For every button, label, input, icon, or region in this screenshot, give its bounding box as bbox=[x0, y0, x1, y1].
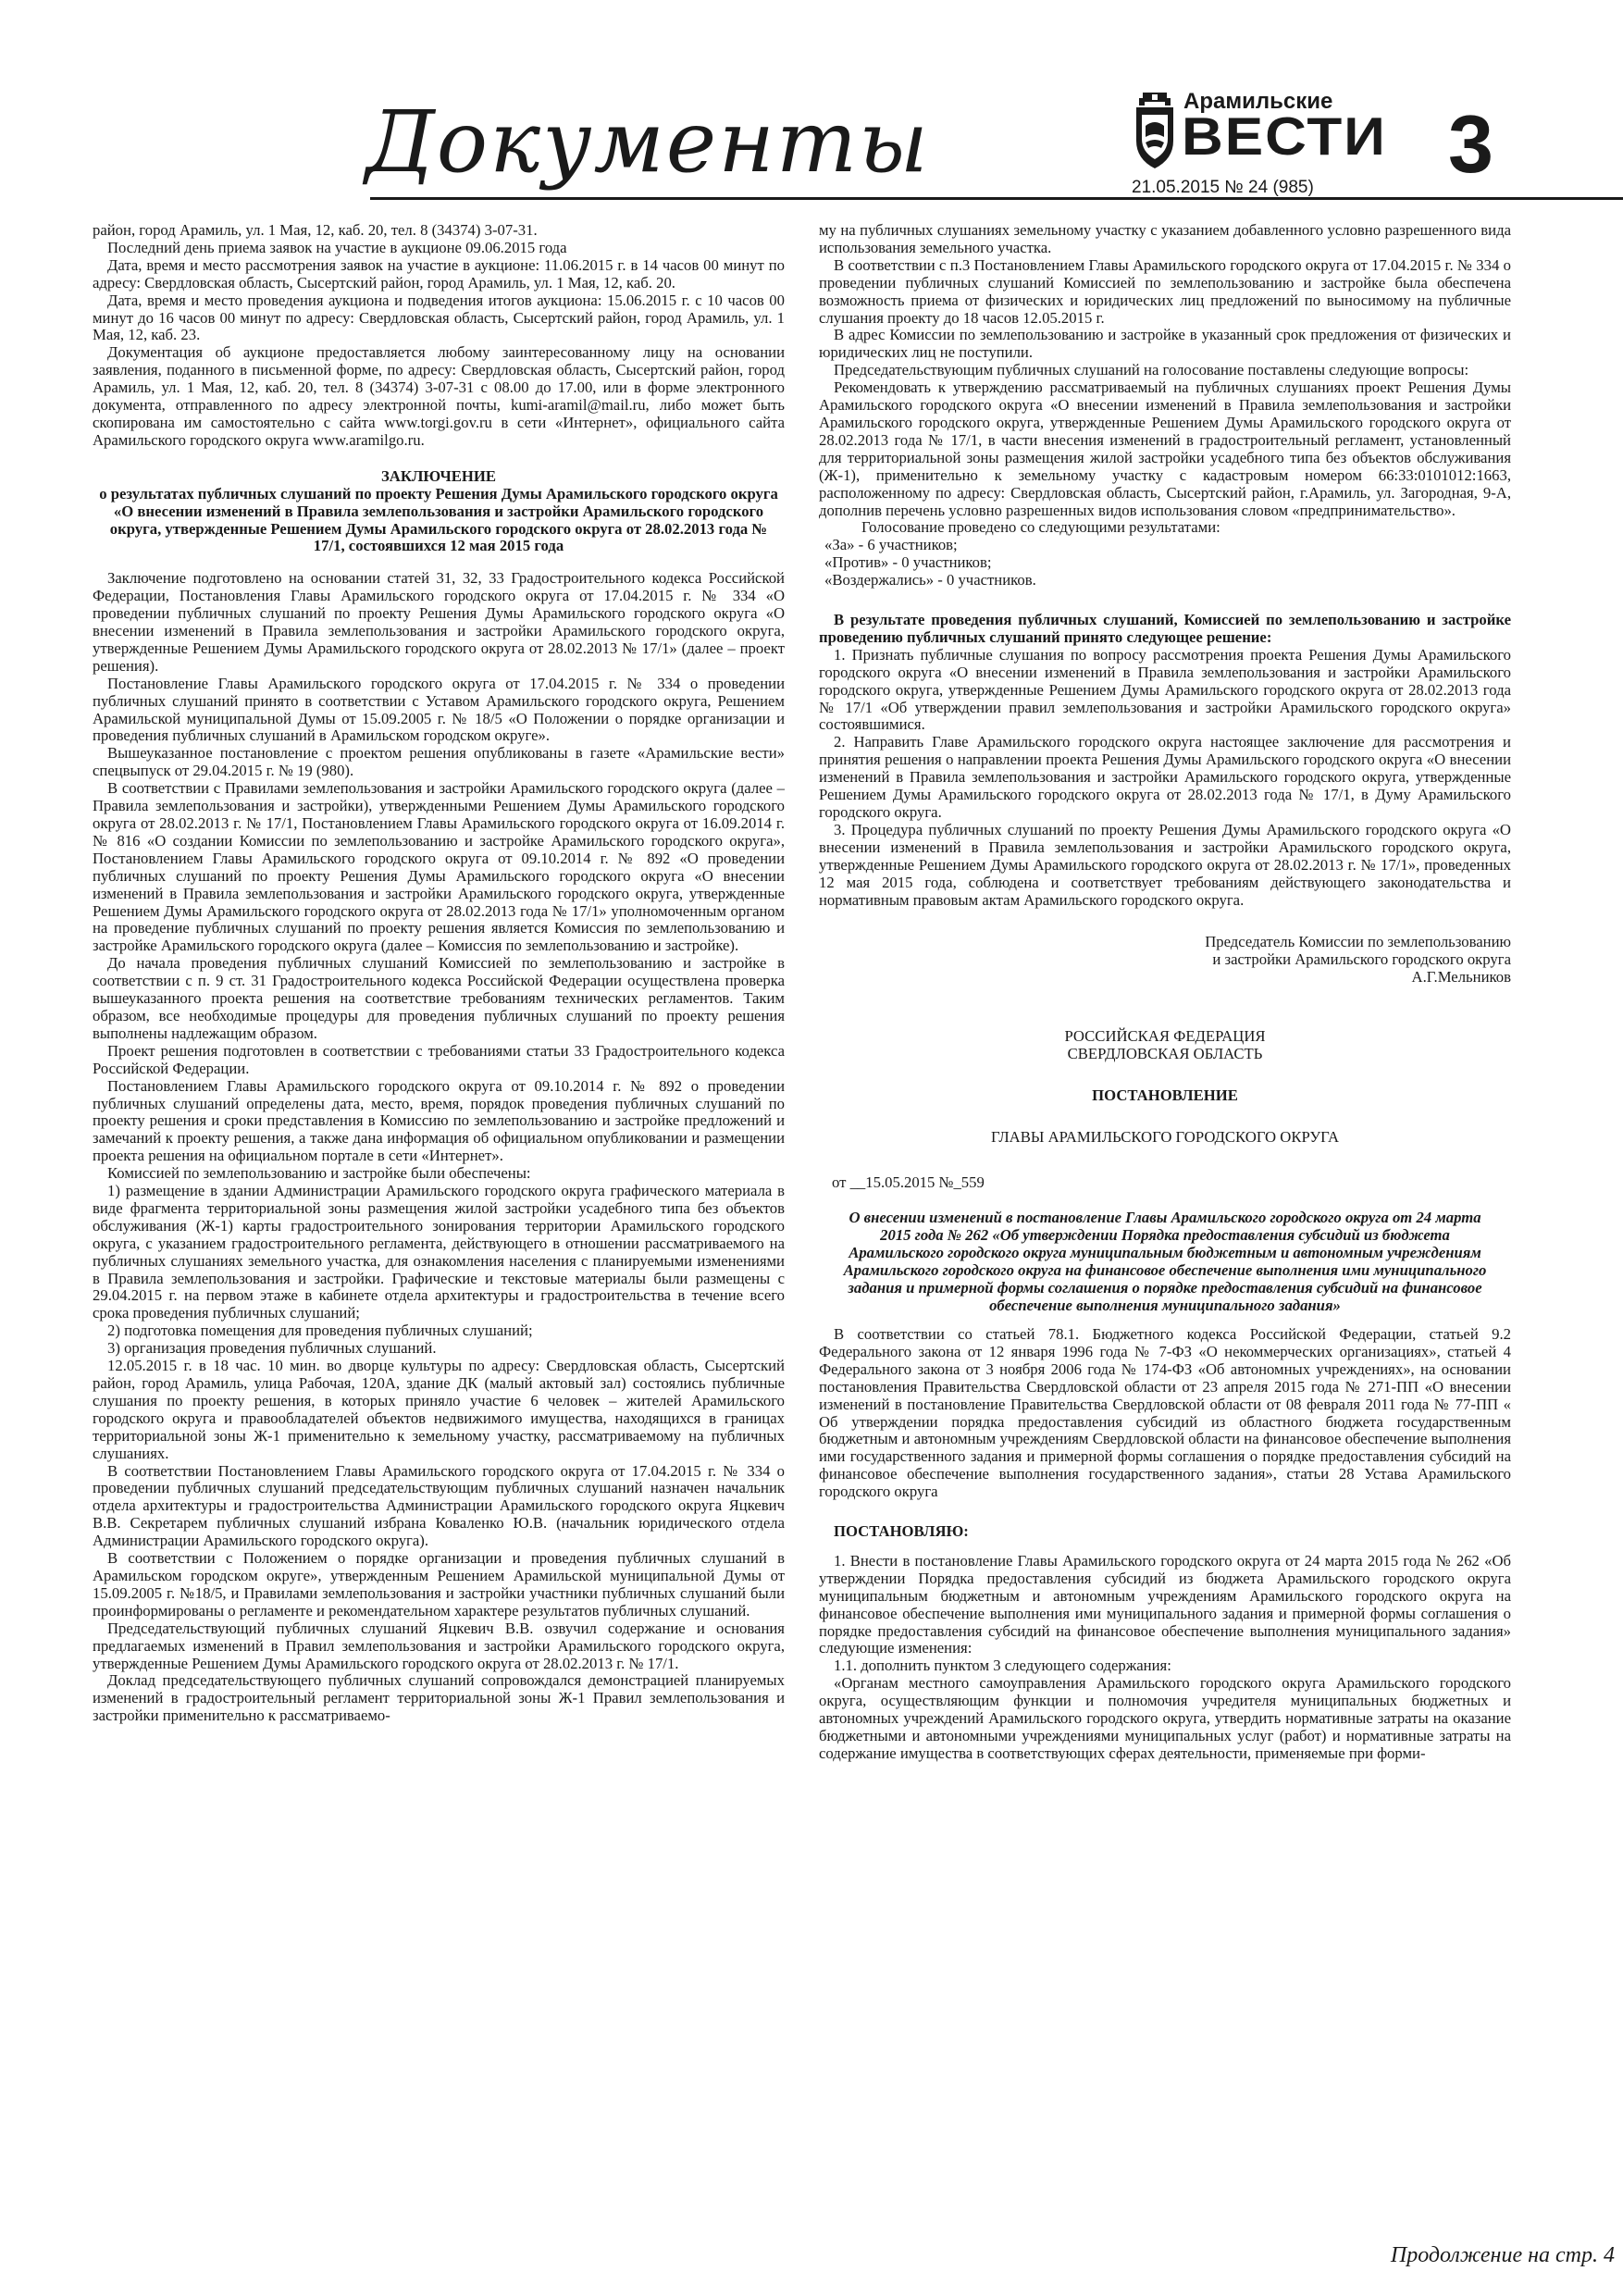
paragraph: В соответствии Постановлением Главы Арамильского городского округа от 17.04.2015 г. № 334 о проведении публичных слушаний председательствующим публичных слушаний назначен начальник отдела архитектуры и градостроительства Администрации Арамильского городского округа Яцкевич В.В. Секретарем публичных слушаний избрана Коваленко Ю.В. (начальник юридического отдела Администрации Арамильского городского округа). bbox=[93, 1461, 785, 1550]
decision-heading: В результате проведения публичных слушаний, Комиссией по землепользованию и застройке проведению публичных слушаний принято следующее решение: bbox=[819, 611, 1511, 646]
paragraph: Заключение подготовлено на основании статей 31, 32, 33 Градостроительного кодекса Российской Федерации, Постановления Главы Арамильского городского округа от 17.04.2015 г. № 334 «О проведении публичных слушаний по проекту Решения Думы Арамильского городского округа «О внесении изменений в Правила землепользования и застройки Арамильского городского округа, утвержденные Решением Думы Арамильского городского округа от 28.02.2013 № 17/1» (далее – проект решения). bbox=[93, 569, 785, 675]
signature-line: Председатель Комиссии по землепользованию bbox=[1205, 933, 1511, 951]
paragraph: 1.1. дополнить пунктом 3 следующего содержания: bbox=[834, 1657, 1171, 1675]
paragraph: В соответствии с Правилами землепользования и застройки Арамильского городского округа (далее – Правила землепользования и застройки), утвержденными Решением Думы Арамильского городского округа от 28.02.2013 г. № 17/1, Постановлением Главы Арамильского городского округа от 16.09.2014 г. № 816 «О создании Комиссии по землепользованию и застройке Арамильского городского округа», Постановлением Главы Арамильского городского округа от 09.10.2014 г. № 892 «О проведении публичных слушаний по проекту Решения Думы Арамильского городского округа «О внесении изменений в Правила землепользования и застройки Арамильского городского округа, утвержденные Решением Думы Арамильского городского округа от 28.02.2013 года № 17/1» уполномоченным органом на проведение публичных слушаний по проекту решения является Комиссия по землепользованию и застройке Арамильского городского округа (далее – Комиссия по землепользованию и застройке). bbox=[93, 779, 785, 955]
paragraph: Вышеуказанное постановление с проектом решения опубликованы в газете «Арамильские вести» спецвыпуск от 29.04.2015 г. № 19 (980). bbox=[93, 744, 785, 780]
list-item: 3) организация проведения публичных слушаний. bbox=[107, 1339, 437, 1358]
issuer-label: ГЛАВЫ АРАМИЛЬСКОГО ГОРОДСКОГО ОКРУГА bbox=[990, 1128, 1340, 1147]
paragraph: Доклад председательствующего публичных слушаний сопровождался демонстрацией планируемых изменений в градостроительный регламент территориальной зоны Ж-1 Правил землепользования и застройки применительно к рассматриваемо- bbox=[93, 1671, 785, 1725]
region-label: СВЕРДЛОВСКАЯ ОБЛАСТЬ bbox=[1067, 1045, 1263, 1063]
signature-name: А.Г.Мельников bbox=[1411, 968, 1511, 987]
paragraph: Дата, время и место проведения аукциона и подведения итогов аукциона: 15.06.2015 г. с 10 часов 00 минут до 16 часов 00 минут по адресу: Свердловская область, Сысертский район, город Арамиль, ул. 1 Мая, 12, каб. 23. bbox=[93, 291, 785, 344]
paragraph: Проект решения подготовлен в соответствии с требованиями статьи 33 Градостроительного кодекса Российской Федерации. bbox=[93, 1041, 785, 1077]
paragraph: В соответствии с Положением о порядке организации и проведения публичных слушаний в Арамильском городском округе», утвержденным Решением Арамильской муниципальной Думы от 15.09.2005 г. №18/5, и Правилами землепользования и застройки участники публичных слушаний были проинформированы о регламенте и рекомендательном характере результатов публичных слушаний. bbox=[93, 1549, 785, 1620]
logo-main-text: ВЕСТИ bbox=[1182, 107, 1387, 167]
paragraph: Документация об аукционе предоставляется любому заинтересованному лицу на основании заявления, поданного в письменной форме, по адресу: Свердловская область, Сысертский район, город Арамиль, ул. 1 Мая, 12, каб. 20, тел. 8 (34374) 3-07-31 с 08.00 до 17.00, или в форме электронного документа, отправленного по адресу электронной почты, kumi-aramil@mail.ru, либо может быть скопирована им самостоятельно с сайта www.torgi.gov.ru в сети «Интернет», официального сайта Арамильского городского округа www.aramilgo.ru. bbox=[93, 343, 785, 449]
document-caption: О внесении изменений в постановление Главы Арамильского городского округа от 24 марта 2015 года № 262 «Об утверждении Порядка предоставления субсидий из бюджета Арамильского городского округа муниципальным бюджетным и автономным учреждениям Арамильского городского округа на финансовое обеспечение выполнения ими муниципального задания и примерной формы соглашения о порядке предоставления субсидий на финансовое обеспечение выполнения муниципального задания» bbox=[843, 1208, 1487, 1314]
paragraph: Последний день приема заявок на участие в аукционе 09.06.2015 года bbox=[107, 238, 567, 256]
paragraph: До начала проведения публичных слушаний Комиссией по землепользованию и застройке в соответствии с п. 9 ст. 31 Градостроительного кодекса Российской Федерации осуществлена проверка вышеуказанного проекта решения на соответствие требованиям технических регламентов. Таким образом, все необходимые процедуры для проведения публичных слушаний по проекту решения выполнены надлежащим образом. bbox=[93, 954, 785, 1042]
paragraph: Постановлением Главы Арамильского городского округа от 09.10.2014 г. № 892 о проведении публичных слушаний определены дата, место, время, порядок проведения публичных слушаний по проекту решения и сроки представления в Комиссию по землепользованию и застройке предложений и замечаний к проекту решения, а также дана информация об официальном опубликовании и размещении проекта решения на официальном портале в сети «Интернет». bbox=[93, 1076, 785, 1165]
document-date: от __15.05.2015 №_559 bbox=[832, 1173, 985, 1192]
document-type: ПОСТАНОВЛЕНИЕ bbox=[1092, 1086, 1238, 1105]
country-label: РОССИЙСКАЯ ФЕДЕРАЦИЯ bbox=[1064, 1027, 1266, 1046]
signature-line: и застройки Арамильского городского округа bbox=[1212, 950, 1511, 969]
page-header bbox=[0, 0, 1623, 213]
continued-notice: Продолжение на стр. 4 bbox=[1390, 2243, 1615, 2267]
right-column bbox=[819, 222, 1511, 1763]
paragraph: В адрес Комиссии по землепользованию и застройке в указанный срок предложения от физических и юридических лиц не поступили. bbox=[819, 326, 1511, 362]
paragraph: Председательствующим публичных слушаний на голосование поставлены следующие вопросы: bbox=[834, 361, 1469, 379]
list-item: 1. Признать публичные слушания по вопросу рассмотрения проекта Решения Думы Арамильского городского округа «О внесении изменений в Правила землепользования и застройки Арамильского городского округа, утвержденные Решением Думы Арамильского городского округа от 28.02.2013 года № 17/1 «Об утверждении правил землепользования и застройки Арамильского городского округа» состоявшимися. bbox=[819, 645, 1511, 734]
paragraph: В соответствии со статьей 78.1. Бюджетного кодекса Российской Федерации, статьей 9.2 Федерального закона от 12 января 1996 года № 7-ФЗ «О некоммерческих организациях», статьей 4 Федерального закона от 3 ноября 2006 года № 174-ФЗ «Об автономных учреждениях», на основании постановления Правительства Свердловской области от 23 апреля 2015 года № 271-ПП «О внесении изменений в постановление Правительства Свердловской области от 08 февраля 2011 года № 77-ПП « Об утверждении порядка предоставления субсидий из областного бюджета государственным бюджетным и автономным учреждениям Свердловской области на финансовое обеспечение выполнения ими государственного задания и примерной формы соглашения о порядке предоставления субсидий на финансовое обеспечение выполнения государственного задания», статьи 28 Устава Арамильского городского округа bbox=[819, 1324, 1511, 1501]
list-item: 3. Процедура публичных слушаний по проекту Решения Думы Арамильского городского округа «О внесении изменений в Правила землепользования и застройки Арамильского городского округа, утвержденные Решением Думы Арамильского городского округа от 28.02.2013 г. № 17/1», проведенных 12 мая 2015 года, соблюдена и соответствует требованиям действующего законодательства и нормативным правовым актам Арамильского городского округа. bbox=[819, 820, 1511, 909]
paragraph: 1. Внести в постановление Главы Арамильского городского округа от 24 марта 2015 года № 262 «Об утверждении Порядка предоставления субсидий из бюджета Арамильского городского округа муниципальным бюджетным и автономным учреждениям Арамильского городского округа на финансовое обеспечение выполнения ими муниципального задания и примерной формы соглашения о порядке предоставления субсидий на финансовое обеспечение выполнения муниципального задания» следующие изменения: bbox=[819, 1551, 1511, 1657]
header-rule bbox=[370, 197, 1623, 200]
paragraph: Комиссией по землепользованию и застройке были обеспечены: bbox=[107, 1164, 531, 1183]
section-title: Документы bbox=[365, 93, 930, 192]
paragraph: Голосование проведено со следующими результатами: bbox=[861, 518, 1220, 537]
conclusion-title: ЗАКЛЮЧЕНИЕ bbox=[380, 466, 496, 485]
paragraph: Рекомендовать к утверждению рассматриваемый на публичных слушаниях проект Решения Думы Арамильского городского округа «О внесении изменений в Правила землепользования и застройки Арамильского городского округа, утвержденные Решением Думы Арамильского городского округа от 28.02.2013 года № 17/1, в части внесения изменений в градостроительный регламент, установленный для территориальной зоны размещения жилой застройки усадебного типа без объектов обслуживания (Ж-1), применительно к земельному участку с кадастровым номером 66:33:0101012:1663, расположенному по адресу: Свердловская область, Сысертский район, г.Арамиль, ул. Загородная, 9-А, дополнив перечень условно разрешенных видов использования словом «предпринимательство». bbox=[819, 379, 1511, 519]
newspaper-logo bbox=[1134, 85, 1402, 178]
coat-of-arms-icon bbox=[1134, 93, 1176, 170]
left-column bbox=[93, 222, 785, 1725]
paragraph: «Органам местного самоуправления Арамильского городского округа Арамильского городского округа, осуществляющим функции и полномочия учредителя муниципальных бюджетных и автономных учреждений Арамильского городского округа, утвердить нормативные затраты на оказание бюджетными и автономными учреждениями муниципальных услуг (работ) и нормативные затраты на содержание имущества в соответствующих сферах деятельности, применяемые при форми- bbox=[819, 1674, 1511, 1762]
paragraph: Постановление Главы Арамильского городского округа от 17.04.2015 г. № 334 о проведении публичных слушаний принято в соответствии с Уставом Арамильского городского округа, Решением Арамильской муниципальной Думы от 15.09.2005 г. № 18/5 «О Положении о порядке организации и проведения публичных слушаний в Арамильском городском округе». bbox=[93, 674, 785, 745]
list-item: 1) размещение в здании Администрации Арамильского городского округа графического материала в виде фрагмента территориальной зоны размещения жилой застройки усадебного типа без объектов обслуживания (Ж-1) карты градостроительного зонирования территории Арамильского городского округа, с указанием градостроительного регламента, действующего в отношении рассматриваемого на публичных слушаниях земельного участка, для ознакомления населения с планируемыми изменениями в Правила землепользования и застройки. Графические и текстовые материалы были размещены с 29.04.2015 г. на первом этаже в кабинете отдела архитектуры и градостроительства в течение всего срока проведения публичных слушаний; bbox=[93, 1182, 785, 1322]
list-item: 2. Направить Главе Арамильского городского округа настоящее заключение для рассмотрения и принятия решения о направлении проекта Решения Думы Арамильского городского округа «О внесении изменений в Правила землепользования и застройки Арамильского городского округа, утвержденные Решением Думы Арамильского городского округа от 28.02.2013 года № 17/1, в Думу Арамильского городского округа. bbox=[819, 733, 1511, 821]
logo-top-text: Арамильские bbox=[1183, 89, 1333, 114]
vote-line: «Против» - 0 участников; bbox=[824, 553, 992, 572]
paragraph: В соответствии с п.3 Постановлением Главы Арамильского городского округа от 17.04.2015 г. № 334 о проведении публичных слушаний Комиссией по землепользованию и застройке была обеспечена возможность приема от физических и юридических лиц предложений по выносимому на публичные слушания проекту до 18 часов 12.05.2015 г. bbox=[819, 255, 1511, 327]
decree-heading: ПОСТАНОВЛЯЮ: bbox=[834, 1522, 969, 1541]
conclusion-heading bbox=[93, 468, 785, 556]
paragraph: Председательствующий публичных слушаний Яцкевич В.В. озвучил содержание и основания предлагаемых изменений в Правил землепользования и застройки Арамильского городского округа, утвержденные Решением Думы Арамильского городского округа от 28.02.2013 г. № 17/1. bbox=[93, 1619, 785, 1672]
vote-line: «За» - 6 участников; bbox=[824, 536, 958, 554]
page-number: 3 bbox=[1448, 98, 1493, 190]
issue-info: 21.05.2015 № 24 (985) bbox=[1132, 178, 1314, 197]
paragraph: район, город Арамиль, ул. 1 Мая, 12, каб. 20, тел. 8 (34374) 3-07-31. bbox=[93, 221, 538, 239]
paragraph: Дата, время и место рассмотрения заявок на участие в аукционе: 11.06.2015 г. в 14 часов 00 минут по адресу: Свердловская область, Сысертский район, город Арамиль, ул. 1 Мая, 12, каб. 20. bbox=[93, 255, 785, 292]
conclusion-subtitle: о результатах публичных слушаний по проекту Решения Думы Арамильского городского округа «О внесении изменений в Правила землепользования и застройки Арамильского городского округа, утвержденные Решением Думы Арамильского городского округа от 28.02.2013 года № 17/1, состоявшихся 12 мая 2015 года bbox=[99, 484, 778, 555]
vote-line: «Воздержались» - 0 участников. bbox=[824, 571, 1036, 590]
list-item: 2) подготовка помещения для проведения публичных слушаний; bbox=[107, 1322, 533, 1340]
paragraph: му на публичных слушаниях земельному участку с указанием добавленного условно разрешенного вида использования земельного участка. bbox=[819, 221, 1511, 256]
signature-block bbox=[819, 933, 1511, 986]
paragraph: 12.05.2015 г. в 18 час. 10 мин. во дворце культуры по адресу: Свердловская область, Сысертский район, город Арамиль, улица Рабочая, 120А, здание ДК (малый актовый зал) состоялись публичные слушания по проекту решения, в которых приняло участие 6 человек – жителей Арамильского городского округа и правообладателей объектов недвижимого имущества, находящихся в границах территориальной зоны Ж-1 применительно к земельному участку, рассматриваемому на публичных слушаниях. bbox=[93, 1357, 785, 1462]
